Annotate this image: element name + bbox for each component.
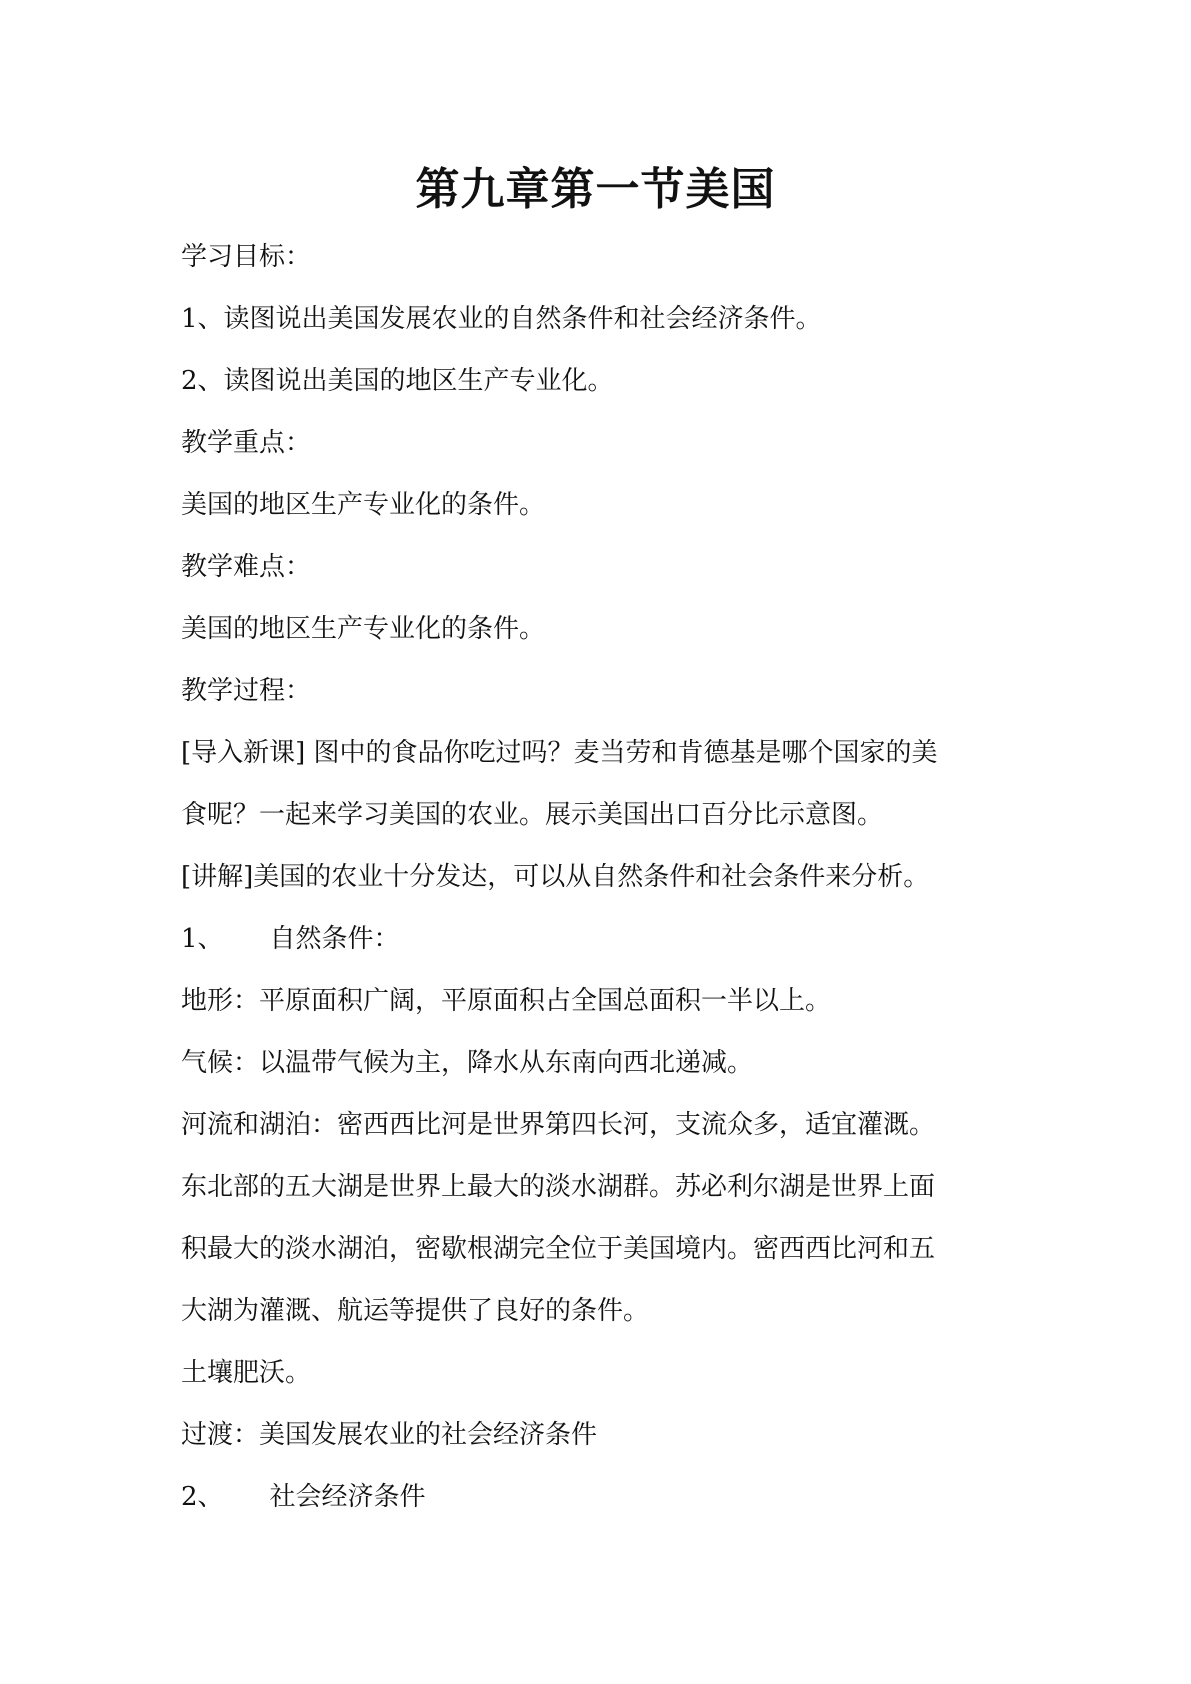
section-1-number: 1、 <box>181 924 224 954</box>
section-2-label: 社会经济条件 <box>269 1482 426 1512</box>
rivers-line-4: 大湖为灌溉、航运等提供了良好的条件。 <box>181 1296 650 1326</box>
soil-line: 土壤肥沃。 <box>181 1358 312 1388</box>
terrain-line: 地形：平原面积广阔，平原面积占全国总面积一半以上。 <box>181 986 832 1016</box>
section-2-heading <box>181 1466 1021 1528</box>
rivers-line-3: 积最大的淡水湖泊，密歇根湖完全位于美国境内。密西西比河和五 <box>181 1234 936 1264</box>
transition-line: 过渡：美国发展农业的社会经济条件 <box>181 1420 598 1450</box>
section-1-label: 自然条件： <box>269 924 400 954</box>
objective-item-1: 1、读图说出美国发展农业的自然条件和社会经济条件。 <box>181 304 822 334</box>
document-body <box>181 226 1021 1528</box>
key-points-text: 美国的地区生产专业化的条件。 <box>181 490 546 520</box>
intro-line-2: 食呢？一起来学习美国的农业。展示美国出口百分比示意图。 <box>181 800 884 830</box>
rivers-line-2: 东北部的五大湖是世界上最大的淡水湖群。苏必利尔湖是世界上面 <box>181 1172 936 1202</box>
objective-item-2: 2、读图说出美国的地区生产专业化。 <box>181 366 614 396</box>
key-points-heading: 教学重点： <box>181 428 312 458</box>
section-2-number: 2、 <box>181 1482 224 1512</box>
rivers-line-1: 河流和湖泊：密西西比河是世界第四长河，支流众多，适宜灌溉。 <box>181 1110 936 1140</box>
difficulties-heading: 教学难点： <box>181 552 312 582</box>
climate-line: 气候：以温带气候为主，降水从东南向西北递减。 <box>181 1048 754 1078</box>
objectives-heading: 学习目标： <box>181 242 312 272</box>
explain-line: [讲解]美国的农业十分发达，可以从自然条件和社会条件来分析。 <box>181 862 930 892</box>
page-title: 第九章第一节美国 <box>415 164 776 215</box>
section-1-heading <box>181 908 1021 970</box>
intro-line-1: [导入新课] 图中的食品你吃过吗？麦当劳和肯德基是哪个国家的美 <box>181 738 938 768</box>
process-heading: 教学过程： <box>181 676 312 706</box>
difficulties-text: 美国的地区生产专业化的条件。 <box>181 614 546 644</box>
